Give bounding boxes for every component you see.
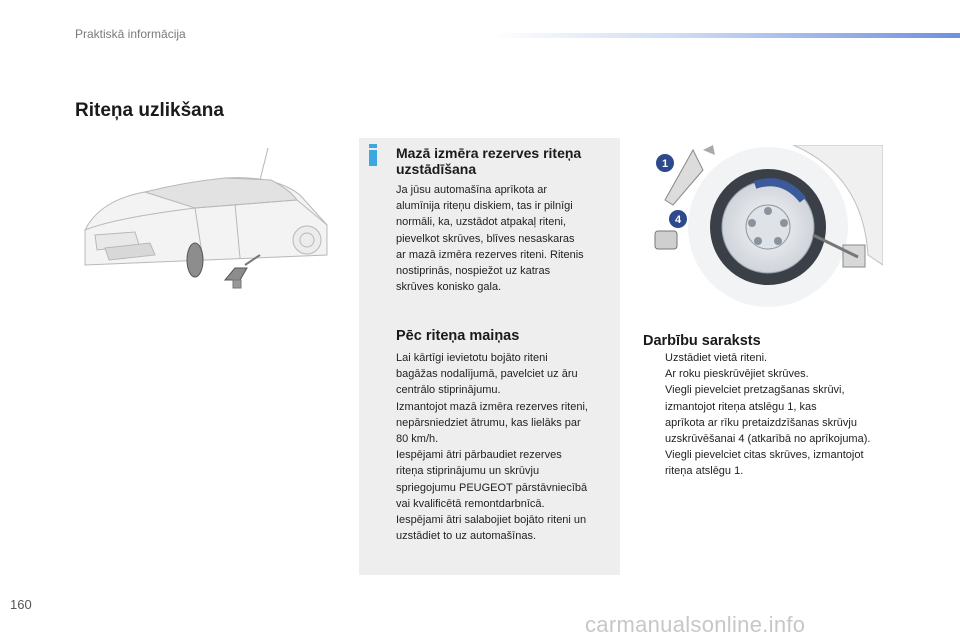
spare-wheel-paragraph xyxy=(396,182,616,295)
paragraph-line: bagāžas nodalījumā, pavelciet uz āru xyxy=(396,368,578,381)
checklist-line: izmantojot riteņa atslēgu 1, kas xyxy=(665,400,817,413)
checklist-line: Ar roku pieskrūvējiet skrūves. xyxy=(665,368,809,381)
checklist-item xyxy=(643,382,918,447)
header-decorative-bar xyxy=(490,33,960,38)
after-wheel-change-paragraph xyxy=(396,350,616,544)
paragraph-line: centrālo stiprinājumu. xyxy=(396,384,501,397)
watermark: carmanualsonline.info xyxy=(585,612,806,637)
paragraph-line: Iespējami ātri salabojiet bojāto riteni un xyxy=(396,514,587,527)
paragraph-line: riteņa stiprinājumu un skrūvju xyxy=(396,465,540,478)
spare-wheel-heading: Mazā izmēra rezerves riteņa uzstādīšana xyxy=(396,145,582,177)
checklist-item xyxy=(643,447,918,479)
paragraph-line: nepārsniedziet ātrumu, kas lielāks par xyxy=(396,416,581,429)
checklist-line: Viegli pievelciet pretzagšanas skrūvi, xyxy=(665,384,845,397)
paragraph-line: 80 km/h. xyxy=(396,433,439,446)
checklist-line: Uzstādiet vietā riteni. xyxy=(665,352,768,364)
paragraph-line: spriegojumu PEUGEOT pārstāvniecībā xyxy=(396,481,588,494)
paragraph-line: skrūves konisko gala. xyxy=(396,281,502,294)
paragraph-line: uzstādiet to uz automašīnas. xyxy=(396,530,537,543)
paragraph-line: alumīnija riteņu diskiem, tas ir pilnīgi xyxy=(396,200,573,213)
wheel-bolt-illustration xyxy=(643,145,883,325)
paragraph-line: vai kvalificētā remontdarbnīcā. xyxy=(396,497,545,510)
info-icon xyxy=(368,144,378,166)
paragraph-line: normāli, ka, uzstādot atpakaļ riteni, xyxy=(396,216,566,229)
paragraph-line: ar mazā izmēra rezerves riteni. Ritenis xyxy=(396,248,584,261)
paragraph-line: pievelkot skrūves, blīves nesaskaras xyxy=(396,232,575,245)
checklist-line: Viegli pievelciet citas skrūves, izmantojot xyxy=(665,449,864,462)
callout-1-label: 1 xyxy=(661,158,669,170)
paragraph-line: Izmantojot mazā izmēra rezerves riteni, xyxy=(396,400,588,413)
after-wheel-change-heading: Pēc riteņa maiņas xyxy=(396,328,520,344)
checklist-line: riteņa atslēgu 1. xyxy=(665,465,744,478)
callout-4-label: 4 xyxy=(674,214,682,226)
paragraph-line: Ja jūsu automašīna aprīkota ar xyxy=(396,184,548,196)
checklist-line: aprīkota ar rīku pretaizdzīšanas skrūvju xyxy=(665,416,857,429)
page-number: 160 xyxy=(10,597,32,612)
car-with-jack-illustration xyxy=(75,140,345,320)
header-section-title: Praktiskā informācija xyxy=(75,27,186,41)
checklist-item xyxy=(643,350,918,366)
paragraph-line: Lai kārtīgi ievietotu bojāto riteni xyxy=(396,352,548,364)
page-title: Riteņa uzlikšana xyxy=(75,100,224,121)
checklist-heading: Darbību saraksts xyxy=(643,333,761,349)
checklist xyxy=(643,350,918,480)
checklist-item xyxy=(643,366,918,382)
paragraph-line: nostiprinās, nospiežot uz katras xyxy=(396,265,551,278)
checklist-line: uzskrūvēšanai 4 (atkarībā no aprīkojuma). xyxy=(665,433,871,446)
paragraph-line: Iespējami ātri pārbaudiet rezerves xyxy=(396,449,562,462)
